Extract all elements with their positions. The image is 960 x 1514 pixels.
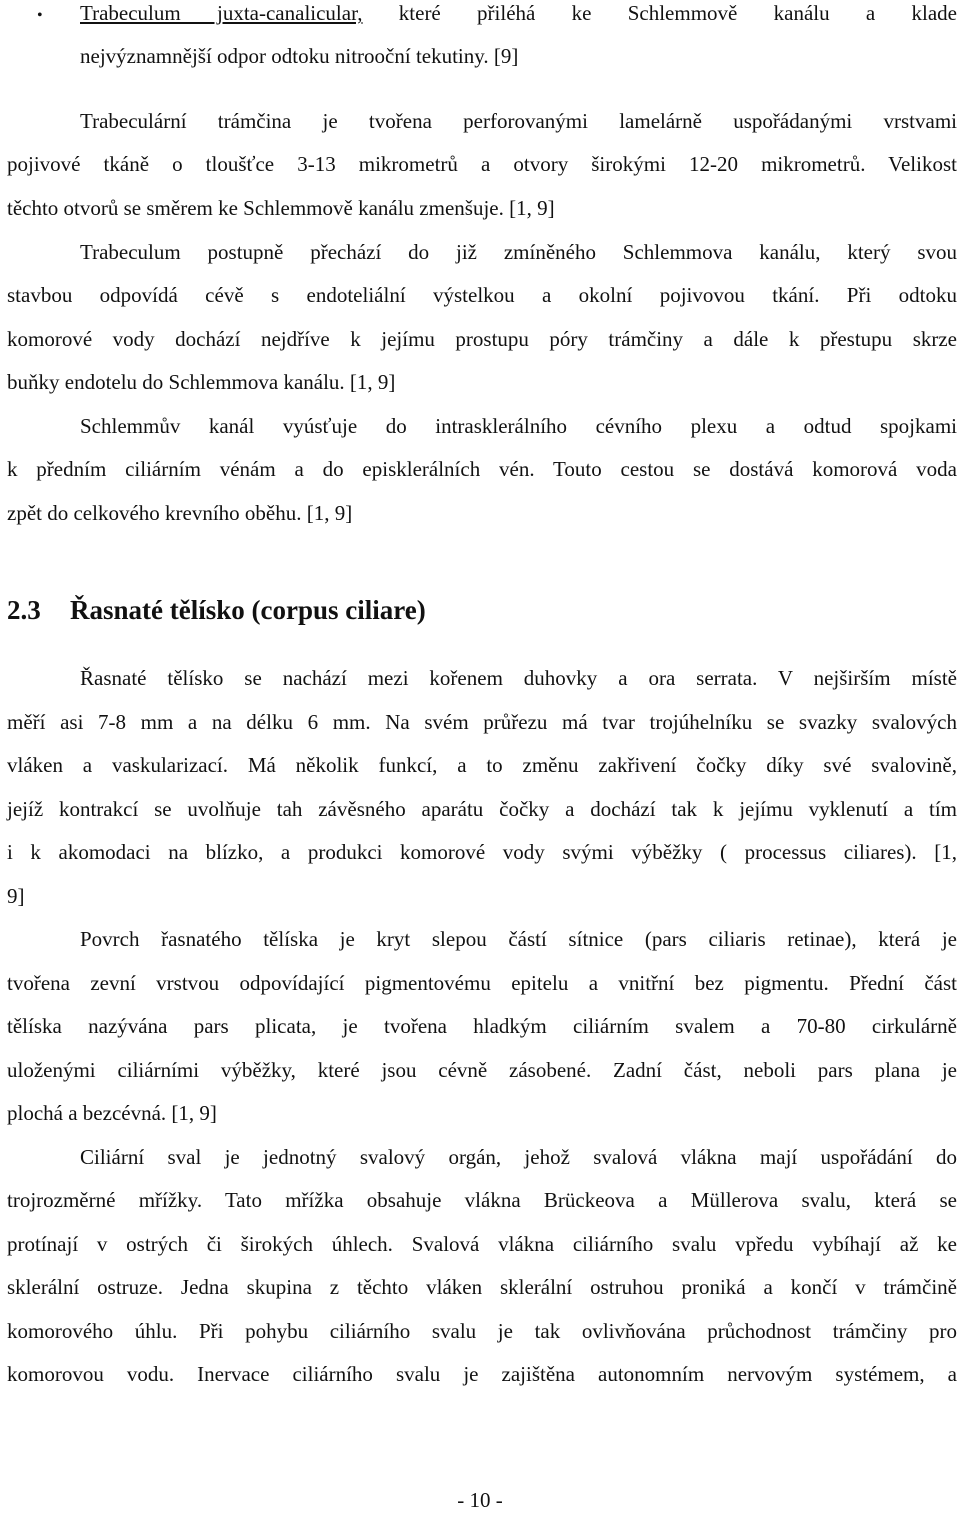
paragraph-line: vláken a vaskularizací. Má několik funkcí, a to změnu zakřivení čočky díky své svalovině,	[7, 753, 957, 777]
paragraph-line: komorového úhlu. Při pohybu ciliárního svalu je tak ovlivňována průchodnost trámčiny pro	[7, 1319, 957, 1343]
paragraph-line: zpět do celkového krevního oběhu. [1, 9]	[7, 501, 353, 525]
paragraph-line: trojrozměrné mřížky. Tato mřížka obsahuje vlákna Brückeova a Müllerova svalu, která se	[7, 1188, 957, 1212]
page-number-text: - 10 -	[457, 1488, 503, 1512]
paragraph-line: Povrch řasnatého tělíska je kryt slepou částí sítnice (pars ciliaris retinae), která je	[80, 927, 957, 951]
paragraph-line: protínají v ostrých či širokých úhlech. Svalová vlákna ciliárního svalu vpředu vybíhají až ke	[7, 1232, 957, 1256]
bullet-line-1	[80, 0, 957, 27]
paragraph-line: k předním ciliárním vénám a do episklerálních vén. Touto cestou se dostává komorová voda	[7, 457, 957, 481]
paragraph-line: 9]	[7, 884, 25, 908]
paragraph-line: Trabeculum postupně přechází do již zmíněného Schlemmova kanálu, který svou	[80, 240, 957, 264]
page-number	[0, 1486, 960, 1514]
paragraph-line: uloženými ciliárními výběžky, které jsou cévně zásobené. Zadní část, neboli pars plana je	[7, 1058, 957, 1082]
paragraph-line: tvořena zevní vrstvou odpovídající pigmentovému epitelu a vnitřní bez pigmentu. Přední část	[7, 971, 957, 995]
paragraph-line: i k akomodaci na blízko, a produkci komorové vody svými výběžky ( processus ciliares). [1,	[7, 840, 957, 864]
paragraph-line: plochá a bezcévná. [1, 9]	[7, 1101, 217, 1125]
paragraph-line: buňky endotelu do Schlemmova kanálu. [1, 9]	[7, 370, 396, 394]
paragraph-line: jejíž kontrakcí se uvolňuje tah závěsného aparátu čočky a dochází tak k jejímu vyklenutí a tím	[7, 797, 957, 821]
section-heading	[7, 593, 426, 627]
paragraph-line: komorovou vodu. Inervace ciliárního svalu je zajištěna autonomním nervovým systémem, a	[7, 1362, 957, 1386]
bullet-line-1-rest: které přiléhá ke Schlemmově kanálu a klade	[362, 1, 957, 25]
paragraph-line: Schlemmův kanál vyúsťuje do intrasklerálního cévního plexu a odtud spojkami	[80, 414, 957, 438]
paragraph-line: stavbou odpovídá cévě s endoteliální výstelkou a okolní pojivovou tkání. Při odtoku	[7, 283, 957, 307]
paragraph-line: sklerální ostruze. Jedna skupina z těchto vláken sklerální ostruhou proniká a končí v trámčině	[7, 1275, 957, 1299]
section-title: Řasnaté tělísko (corpus ciliare)	[70, 595, 426, 625]
paragraph-line: Trabeculární trámčina je tvořena perforovanými lamelárně uspořádanými vrstvami	[80, 109, 957, 133]
paragraph-line: pojivové tkáně o tloušťce 3-13 mikrometrů a otvory širokými 12-20 mikrometrů. Velikost	[7, 152, 957, 176]
paragraph-line: Řasnaté tělísko se nachází mezi kořenem duhovky a ora serrata. V nejširším místě	[80, 666, 957, 690]
paragraph-line: Ciliární sval je jednotný svalový orgán, jehož svalová vlákna mají uspořádání do	[80, 1145, 957, 1169]
bullet-marker: •	[37, 7, 43, 24]
bullet-item	[0, 0, 960, 70]
paragraph-line: měří asi 7-8 mm a na délku 6 mm. Na svém průřezu má tvar trojúhelníku se svazky svalových	[7, 710, 957, 734]
bullet-link-text: Trabeculum juxta-canalicular,	[80, 1, 363, 25]
paragraph-line: tělíska nazývána pars plicata, je tvořena hladkým ciliárním svalem a 70-80 cirkulárně	[7, 1014, 957, 1038]
paragraph-line: těchto otvorů se směrem ke Schlemmově kanálu zmenšuje. [1, 9]	[7, 196, 555, 220]
paragraph-line: komorové vody dochází nejdříve k jejímu prostupu póry trámčiny a dále k přestupu skrze	[7, 327, 957, 351]
bullet-line-2: nejvýznamnější odpor odtoku nitrooční tekutiny. [9]	[80, 44, 519, 68]
section-number: 2.3	[7, 595, 41, 625]
